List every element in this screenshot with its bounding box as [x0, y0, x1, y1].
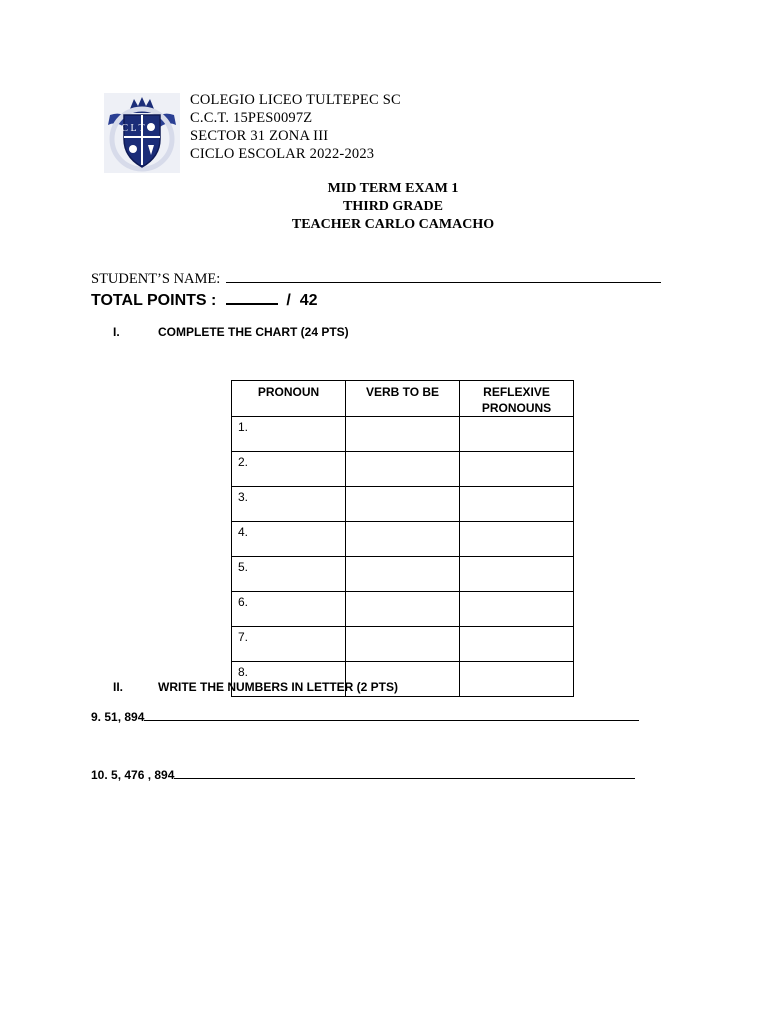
school-logo [104, 93, 180, 173]
answer-cell[interactable] [460, 592, 574, 627]
answer-cell[interactable] [346, 452, 460, 487]
total-points-field[interactable] [226, 289, 278, 305]
section-1-number: I. [113, 325, 120, 339]
question-10-answer-line[interactable] [174, 767, 635, 779]
student-name-row [91, 269, 661, 288]
section-2-title: WRITE THE NUMBERS IN LETTER (2 PTS) [158, 680, 398, 694]
exam-title: MID TERM EXAM 1 [327, 181, 459, 196]
table-row [232, 592, 574, 627]
table-row [232, 487, 574, 522]
row-number: 3. [232, 487, 346, 522]
row-number: 8. [232, 662, 346, 697]
header-verb-to-be: VERB TO BE [346, 381, 460, 417]
exam-teacher: TEACHER CARLO CAMACHO [291, 217, 495, 232]
answer-cell[interactable] [460, 452, 574, 487]
total-points-label: TOTAL POINTS : [91, 292, 217, 309]
school-cycle: CICLO ESCOLAR 2022-2023 [190, 146, 375, 162]
section-2-number: II. [113, 680, 124, 694]
table-row [232, 627, 574, 662]
answer-cell[interactable] [346, 417, 460, 452]
section-2-heading [113, 680, 398, 694]
answer-cell[interactable] [346, 557, 460, 592]
student-name-field[interactable] [226, 269, 661, 283]
school-crest-icon [104, 93, 180, 173]
table-row [232, 452, 574, 487]
row-number: 7. [232, 627, 346, 662]
header-pronoun: PRONOUN [232, 381, 346, 417]
answer-cell[interactable] [460, 487, 574, 522]
row-number: 2. [232, 452, 346, 487]
answer-cell[interactable] [346, 592, 460, 627]
answer-cell[interactable] [460, 557, 574, 592]
question-10-label: 10. 5, 476 , 894 [91, 768, 175, 782]
answer-cell[interactable] [346, 487, 460, 522]
header-reflexive-pronouns: REFLEXIVE PRONOUNS [460, 381, 574, 417]
question-9-label: 9. 51, 894 [91, 710, 145, 724]
answer-cell[interactable] [460, 662, 574, 697]
school-sector: SECTOR 31 ZONA III [190, 128, 329, 144]
row-number: 6. [232, 592, 346, 627]
answer-cell[interactable] [460, 417, 574, 452]
exam-grade: THIRD GRADE [343, 199, 443, 214]
answer-cell[interactable] [460, 522, 574, 557]
table-row [232, 522, 574, 557]
answer-cell[interactable] [460, 627, 574, 662]
table-row [232, 417, 574, 452]
row-number: 1. [232, 417, 346, 452]
crest-letters: C L T [121, 123, 145, 134]
section-1-heading [113, 325, 349, 339]
question-9-answer-line[interactable] [144, 709, 639, 721]
section-1-title: COMPLETE THE CHART (24 PTS) [158, 325, 349, 339]
row-number: 5. [232, 557, 346, 592]
school-cct: C.C.T. 15PES0097Z [190, 110, 313, 126]
pronoun-chart [231, 380, 574, 697]
question-9 [91, 709, 639, 724]
total-points-row [91, 289, 317, 310]
answer-cell[interactable] [346, 522, 460, 557]
total-points-slash: / [286, 292, 291, 309]
chart-header-row [232, 381, 574, 417]
total-points-max: 42 [299, 292, 318, 309]
student-name-label: STUDENT’S NAME: [91, 271, 221, 287]
table-row [232, 557, 574, 592]
row-number: 4. [232, 522, 346, 557]
school-name: COLEGIO LICEO TULTEPEC SC [190, 92, 401, 108]
answer-cell[interactable] [346, 627, 460, 662]
question-10 [91, 767, 635, 782]
